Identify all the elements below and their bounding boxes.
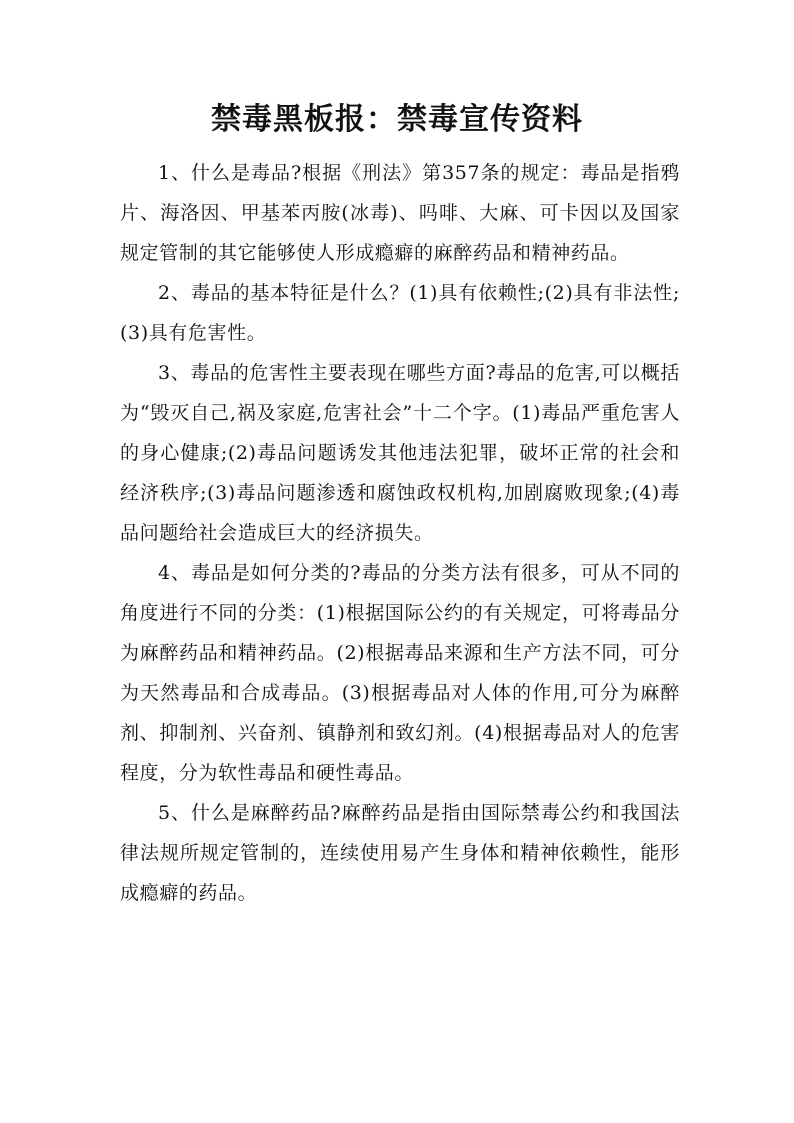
document-title: 禁毒黑板报：禁毒宣传资料 <box>211 102 583 137</box>
paragraph-2: 2、毒品的基本特征是什么？(1)具有依赖性;(2)具有非法性;(3)具有危害性。 <box>120 282 680 344</box>
document-body <box>120 153 680 913</box>
paragraph-4: 4、毒品是如何分类的?毒品的分类方法有很多，可从不同的角度进行不同的分类：(1)根据国际公约的有关规定，可将毒品分为麻醉药品和精神药品。(2)根据毒品来源和生产方法不同，可分为天然毒品和合成毒品。(3)根据毒品对人体的作用,可分为麻醉剂、抑制剂、兴奋剂、镇静剂和致幻剂。(4)根据毒品对人的危害程度，分为软性毒品和硬性毒品。 <box>120 562 680 784</box>
paragraph-3: 3、毒品的危害性主要表现在哪些方面?毒品的危害,可以概括为“毁灭自己,祸及家庭,危害社会”十二个字。(1)毒品严重危害人的身心健康;(2)毒品问题诱发其他违法犯罪，破坏正常的社会和经济秩序;(3)毒品问题渗透和腐蚀政权机构,加剧腐败现象;(4)毒品问题给社会造成巨大的经济损失。 <box>120 362 680 544</box>
paragraph-1: 1、什么是毒品?根据《刑法》第357条的规定：毒品是指鸦片、海洛因、甲基苯丙胺(冰毒)、吗啡、大麻、可卡因以及国家规定管制的其它能够使人形成瘾癖的麻醉药品和精神药品。 <box>120 162 680 264</box>
paragraph-5: 5、什么是麻醉药品?麻醉药品是指由国际禁毒公约和我国法律法规所规定管制的，连续使用易产生身体和精神依赖性，能形成瘾癖的药品。 <box>120 802 680 904</box>
